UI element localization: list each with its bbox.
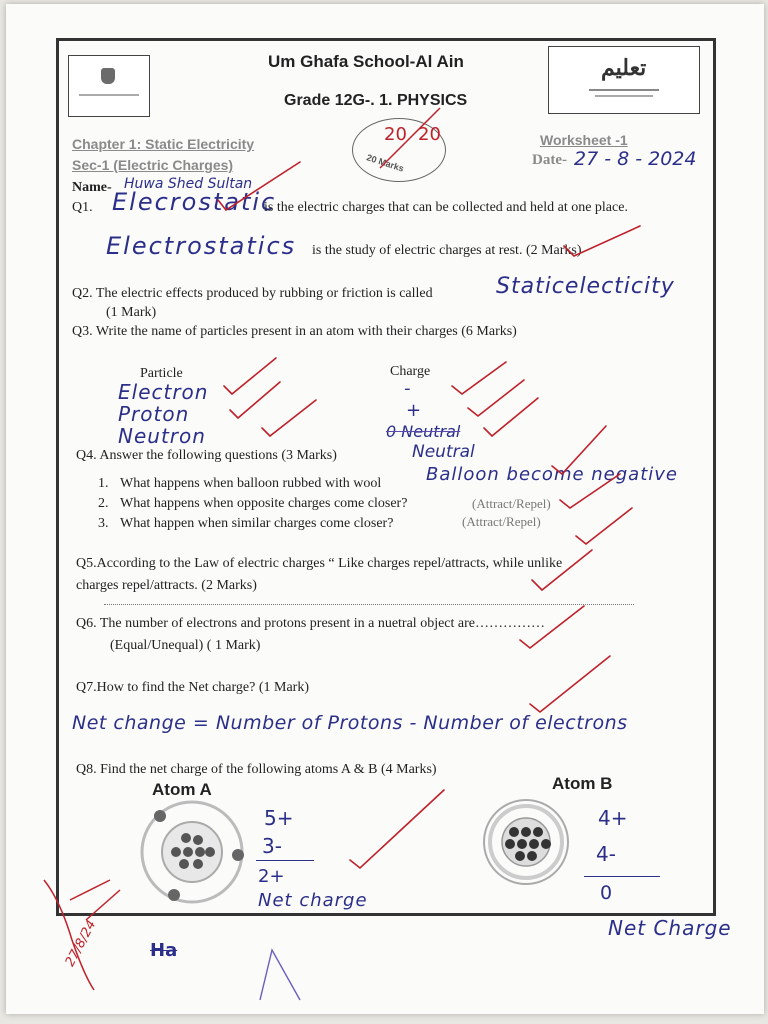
q4-item-2-num: 2.: [98, 496, 109, 511]
q3-particle-2: Proton: [118, 402, 190, 426]
score-obtained: 20: [384, 124, 407, 145]
q4-item-1-num: 1.: [98, 476, 109, 491]
q4-item-3-options: (Attract/Repel): [462, 514, 541, 529]
q4-item-2-options: (Attract/Repel): [472, 496, 551, 511]
q8-text: Q8. Find the net charge of the following atoms A & B (4 Marks): [76, 762, 437, 777]
q1-text-1: is the electric charges that can be collected and held at one place.: [264, 200, 628, 215]
atom-b-net: 0: [600, 882, 613, 904]
check-mark: [218, 162, 300, 210]
q1-text-2: is the study of electric charges at rest. (2 Marks): [312, 243, 582, 258]
grading-checkmarks: [218, 162, 640, 868]
score-slash: [380, 108, 440, 168]
q3-column-particle: Particle: [140, 366, 183, 381]
taaleem-logo-text: تعليم: [601, 55, 647, 80]
q4-item-1-text: What happens when balloon rubbed with wool: [120, 476, 382, 491]
teacher-date: 27/8/24: [62, 917, 100, 970]
atom-b-label: Atom B: [552, 774, 613, 793]
name-label: Name-: [72, 180, 112, 195]
school-name: Um Ghafa School-Al Ain: [268, 52, 464, 71]
q1-prefix: Q1.: [72, 200, 93, 215]
nucleon: [195, 847, 205, 857]
nucleon: [515, 851, 525, 861]
check-mark: [530, 656, 610, 712]
q2-marks: (1 Mark): [106, 305, 157, 320]
q5-line-1: Q5.According to the Law of electric charges “ Like charges repel/attracts, while unlike: [76, 556, 563, 571]
atom-a-net-label: Net charge: [258, 890, 368, 911]
atom-b-protons: 4+: [598, 806, 628, 830]
atom-b-electrons: 4-: [596, 842, 616, 866]
q6-line-1: Q6. The number of electrons and protons present in a nuetral object are……………: [76, 616, 545, 631]
check-mark: [350, 790, 444, 868]
nucleon: [521, 827, 531, 837]
date-label: Date-: [532, 152, 567, 168]
date-value: 27 - 8 - 2024: [574, 148, 697, 170]
check-mark: [552, 426, 606, 474]
check-mark: [576, 508, 632, 544]
check-mark: [262, 400, 316, 436]
q4-text: Q4. Answer the following questions (3 Marks): [76, 448, 337, 463]
nucleon: [533, 827, 543, 837]
nucleon: [171, 847, 181, 857]
nucleon: [179, 859, 189, 869]
grade-title: Grade 12G-. 1. PHYSICS: [284, 92, 468, 109]
q3-text: Q3. Write the name of particles present in an atom with their charges (6 Marks): [72, 324, 517, 339]
q3-column-charge: Charge: [390, 364, 431, 379]
nucleon: [205, 847, 215, 857]
q4-item-1-answer: Balloon become negative: [426, 464, 678, 485]
q4-item-3-num: 3.: [98, 516, 109, 531]
check-mark: [452, 362, 506, 394]
score-total: 20: [418, 124, 441, 145]
check-mark: [532, 550, 592, 590]
nucleon: [193, 859, 203, 869]
nucleon: [193, 835, 203, 845]
electron: [168, 889, 180, 901]
atom-a-net: 2+: [258, 866, 285, 887]
q3-particle-1: Electron: [118, 380, 209, 404]
nucleon: [505, 839, 515, 849]
check-mark: [560, 474, 620, 508]
electron: [232, 849, 244, 861]
check-mark: [468, 380, 524, 416]
score-marks-caption: 20 Marks: [365, 152, 406, 174]
q3-charge-3: 0 Neutral: [386, 422, 461, 441]
q2-answer: Staticelecticity: [496, 274, 675, 299]
nucleon: [541, 839, 551, 849]
chapter-title: Chapter 1: Static Electricity: [72, 136, 255, 152]
nucleon: [529, 839, 539, 849]
check-mark: [224, 358, 276, 394]
atom-b-diagram: [484, 800, 568, 884]
worksheet-number: Worksheet -1: [540, 132, 628, 148]
q6-line-2: (Equal/Unequal) ( 1 Mark): [110, 638, 261, 653]
q7-text: Q7.How to find the Net charge? (1 Mark): [76, 680, 310, 695]
q5-line-2: charges repel/attracts. (2 Marks): [76, 578, 257, 593]
electron: [154, 810, 166, 822]
nucleon: [527, 851, 537, 861]
check-mark: [520, 606, 584, 648]
atom-a-electrons: 3-: [262, 834, 282, 858]
q1-answer-1: Elecrostatic: [112, 188, 277, 216]
q2-text: Q2. The electric effects produced by rubbing or friction is called: [72, 286, 433, 301]
q3-extra-handwriting: Neutral: [412, 442, 475, 462]
nucleon: [517, 839, 527, 849]
nucleon: [181, 833, 191, 843]
check-mark: [564, 226, 640, 256]
section-title: Sec-1 (Electric Charges): [72, 157, 234, 173]
q3-charge-1: -: [404, 378, 411, 399]
teacher-signature: [44, 880, 120, 990]
check-mark: [484, 398, 538, 436]
atom-a-protons: 5+: [264, 806, 294, 830]
q1-answer-2: Electrostatics: [106, 232, 297, 260]
nucleon: [183, 847, 193, 857]
pen-scribble: [260, 950, 300, 1000]
atom-a-label: Atom A: [152, 780, 212, 799]
atom-a-diagram: [142, 802, 244, 902]
q4-item-2-text: What happens when opposite charges come closer?: [120, 496, 408, 511]
q3-charge-2: +: [406, 400, 422, 421]
nucleon: [509, 827, 519, 837]
q4-item-3-text: What happen when similar charges come closer?: [120, 516, 394, 531]
atom-b-net-label: Net Charge: [608, 916, 732, 940]
q7-answer: Net change = Number of Protons - Number of electrons: [72, 712, 628, 734]
initials: Ha: [150, 940, 178, 961]
check-mark: [230, 382, 280, 418]
q3-particle-3: Neutron: [118, 424, 206, 448]
student-name: Huwa Shed Sultan: [124, 176, 253, 192]
